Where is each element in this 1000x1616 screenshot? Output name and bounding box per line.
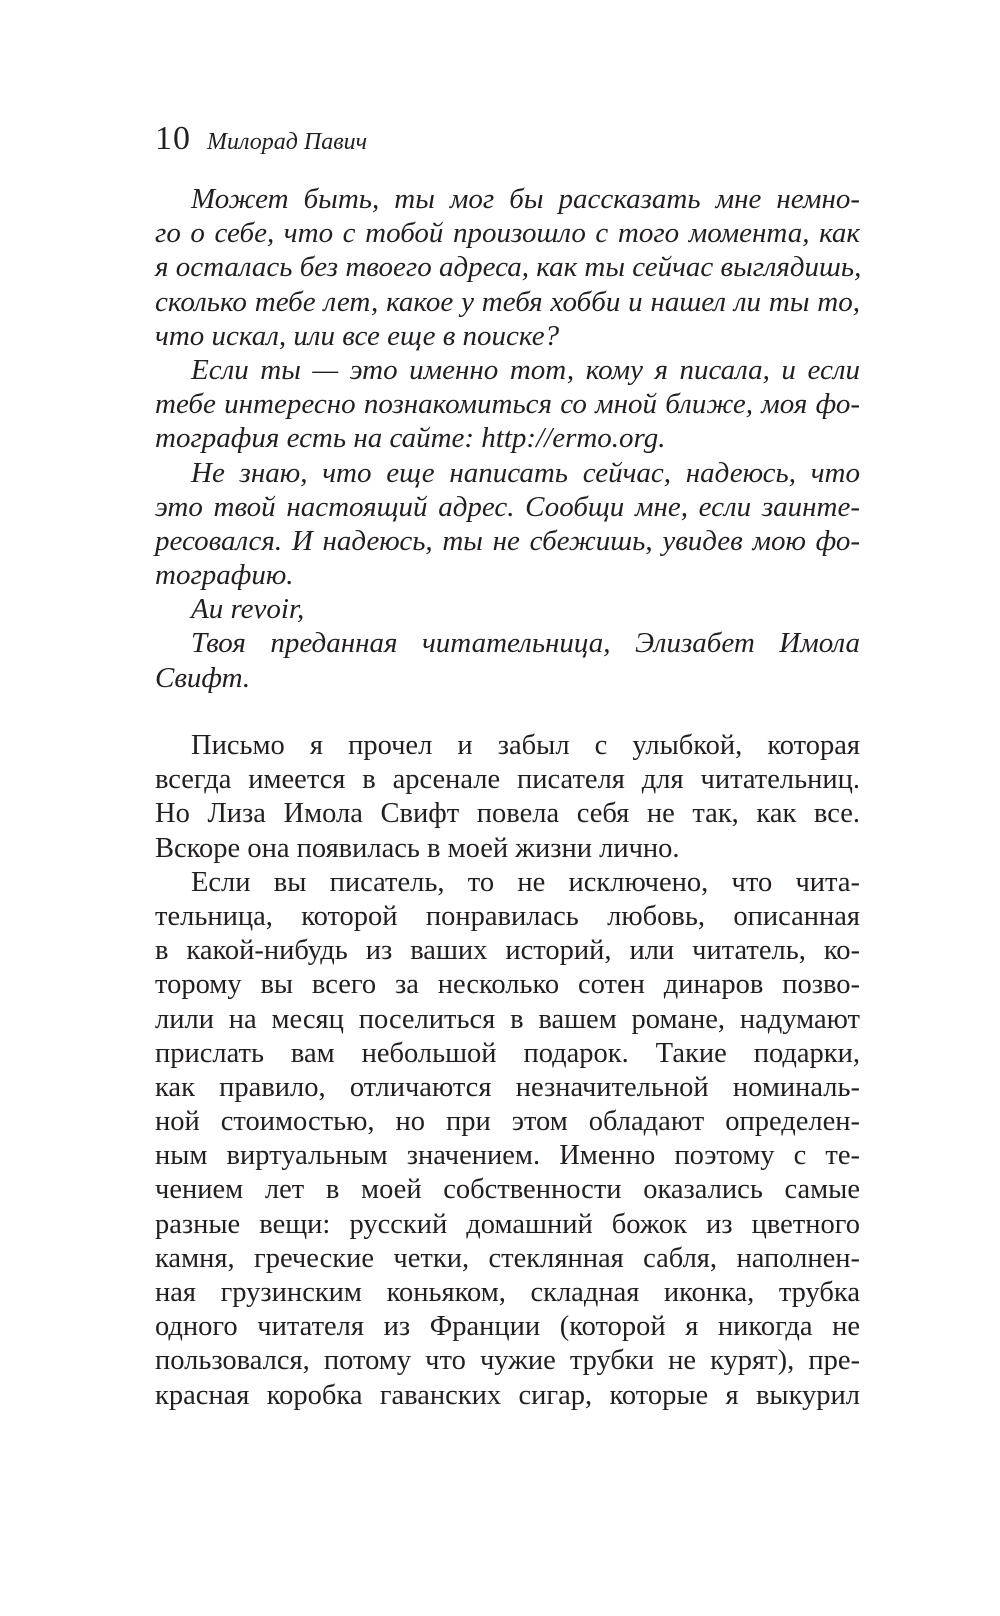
letter-line: го о себе, что с тобой произошло с того момента, как [155,217,860,250]
body-line: ным виртуальным значением. Именно поэтому с те- [155,1140,860,1172]
letter-line: это твой настоящий адрес. Сообщи мне, если заинте- [155,490,860,523]
body-line: камня, греческие четки, стеклянная сабля, наполнен- [155,1242,860,1274]
body-line: ной стоимостью, но при этом обладают определен- [155,1106,860,1138]
page-number: 10 [155,120,191,157]
letter-line: тография есть на сайте: http://ermo.org. [155,422,666,455]
letter-line: Твоя преданная читательница, Элизабет Имола [191,627,860,660]
body-line: всегда имеется в арсенале писателя для читательниц. [155,764,860,796]
body-line: пользовался, потому что чужие трубки не курят), пре- [155,1345,860,1377]
body-line: чением лет в моей собственности оказались самые [155,1174,860,1206]
body-line: Письмо я прочел и забыл с улыбкой, которая [191,730,860,761]
letter-line: Свифт. [155,661,251,694]
body-line: разные вещи: русский домашний божок из цветного [155,1208,860,1240]
body-line: ная грузинским коньяком, складная иконка, трубка [155,1277,860,1308]
body-line: одного читателя из Франции (которой я никогда не [155,1311,860,1343]
body-line: в какой-нибудь из ваших историй, или читатель, ко- [155,935,860,967]
letter-line: тебе интересно познакомиться со мной ближе, моя фо- [155,388,860,421]
letter-line: сколько тебе лет, какое у тебя хобби и нашел ли ты то, [155,285,860,318]
letter-text [155,182,860,695]
letter-line: Может быть, ты мог бы рассказать мне немно- [191,183,860,215]
letter-line: Не знаю, что еще написать сейчас, надеюсь, что [191,456,860,489]
letter-line: Если ты — это именно тот, кому я писала, и если [191,353,860,386]
letter-line: тографию. [155,559,294,592]
body-line: лили на месяц поселиться в вашем романе, надумают [155,1003,860,1035]
letter-line: ресовался. И надеюсь, ты не сбежишь, увидев мою фо- [155,524,860,557]
running-head [155,120,367,164]
body-line: тельница, которой понравилась любовь, описанная [155,900,860,932]
body-line: Но Лиза Имола Свифт повела себя не так, как все. [155,798,860,830]
body-line: как правило, отличаются незначительной номиналь- [155,1071,860,1103]
running-head-author: Милорад Павич [207,129,368,155]
letter-line: я осталась без твоего адреса, как ты сейчас выглядишь, [155,251,862,284]
letter-line: что искал, или все еще в поиске? [155,319,560,352]
body-line: прислать вам небольшой подарок. Такие подарки, [155,1037,860,1069]
body-line: красная коробка гаванских сигар, которые я выкурил [155,1379,860,1411]
letter-line: Au revoir, [191,593,305,626]
body-line: торому вы всего за несколько сотен динаров позво- [155,969,860,1001]
body-line: Вскоре она появилась в моей жизни лично. [155,832,680,864]
body-line: Если вы писатель, то не исключено, что чита- [191,866,860,898]
body-text [155,729,860,1413]
